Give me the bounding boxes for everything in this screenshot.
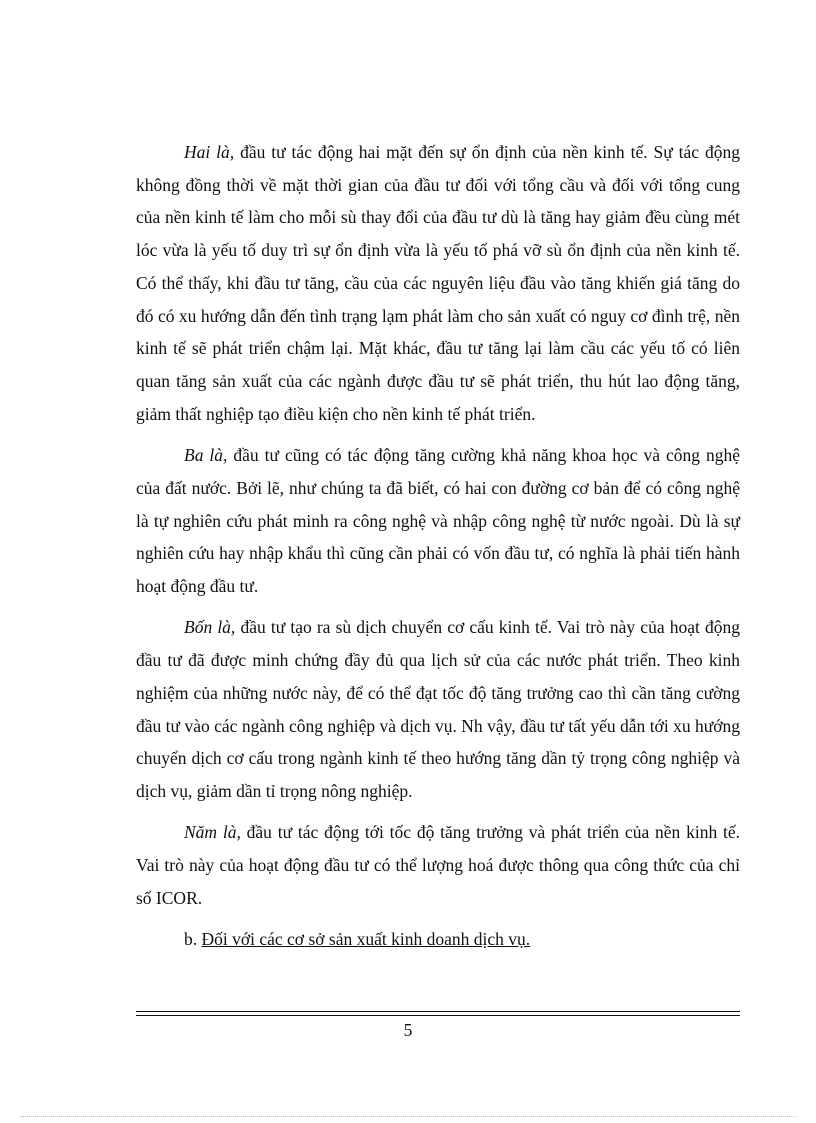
paragraph-text: đầu tư tác động tới tốc độ tăng trưởng và phát triển của nền kinh tế. Vai trò này của hoạt động đầu tư có thể lượng hoá được thông qua công thức của chỉ số ICOR.	[136, 822, 740, 908]
paragraph-hai-la	[136, 136, 740, 430]
section-heading-label: Đối với các cơ sở sản xuất kinh doanh dịch vụ.	[201, 929, 531, 950]
page-number: 5	[403, 1020, 413, 1040]
paragraph-lead: Bốn là,	[184, 617, 236, 638]
footer-rule-top	[136, 1011, 740, 1012]
section-heading-prefix: b.	[184, 929, 202, 950]
paragraph-nam-la	[136, 816, 740, 914]
page-edge-divider	[20, 1116, 796, 1117]
paragraph-lead: Hai là,	[184, 142, 235, 162]
paragraph-text: đầu tư tạo ra sù dịch chuyển cơ cấu kinh tế. Vai trò này của hoạt động đầu tư đã được minh chứng đầy đủ qua lịch sử của các nước phát triển. Theo kinh nghiệm của những nước này, để có thể đạt tốc độ tăng trưởng cao thì cần tăng cường đầu tư vào các ngành công nghiệp và dịch vụ. Nh vậy, đầu tư tất yếu dẫn tới xu hướng chuyển dịch cơ cấu trong ngành kinh tế theo hướng tăng dần tỷ trọng công nghiệp và dịch vụ, giảm dần tỉ trọng nông nghiệp.	[136, 617, 740, 801]
footer-rule-bottom	[136, 1015, 740, 1016]
paragraph-lead: Ba là,	[184, 445, 228, 466]
paragraph-lead: Năm là,	[184, 822, 241, 843]
paragraph-bon-la	[136, 611, 740, 807]
section-heading	[136, 923, 740, 956]
body-text	[136, 136, 740, 956]
paragraph-ba-la	[136, 439, 740, 603]
paragraph-text: đầu tư tác động hai mặt đến sự ổn định của nền kinh tế. Sự tác động không đồng thời về mặt thời gian của đầu tư đối với tổng cầu và đối với tổng cung của nền kinh tế làm cho mỗi sù thay đổi của đầu tư dù là tăng hay giảm đều cùng mét lóc vừa là yếu tố duy trì sự ổn định vừa là yếu tố phá vỡ sù ổn định của nền kinh tế. Có thể thấy, khi đầu tư tăng, cầu của các nguyên liệu đầu vào tăng khiến giá tăng do đó có xu hướng dẫn đến tình trạng lạm phát làm cho sản xuất có nguy cơ đình trệ, nền kinh tế sẽ phát triển chậm lại. Mặt khác, đầu tư tăng lại làm cầu các yếu tố có liên quan tăng sản xuất của các ngành được đầu tư sẽ phát triển, thu hút lao động tăng, giảm thất nghiệp tạo điều kiện cho nền kinh tế phát triển.	[136, 142, 740, 424]
paragraph-text: đầu tư cũng có tác động tăng cường khả năng khoa học và công nghệ của đất nước. Bởi lẽ, như chúng ta đã biết, có hai con đường cơ bản để có công nghệ là tự nghiên cứu phát minh ra công nghệ và nhập công nghệ từ nước ngoài. Dù là sự nghiên cứu hay nhập khẩu thì cũng cần phải có vốn đầu tư, có nghĩa là phải tiến hành hoạt động đầu tư.	[136, 445, 740, 596]
